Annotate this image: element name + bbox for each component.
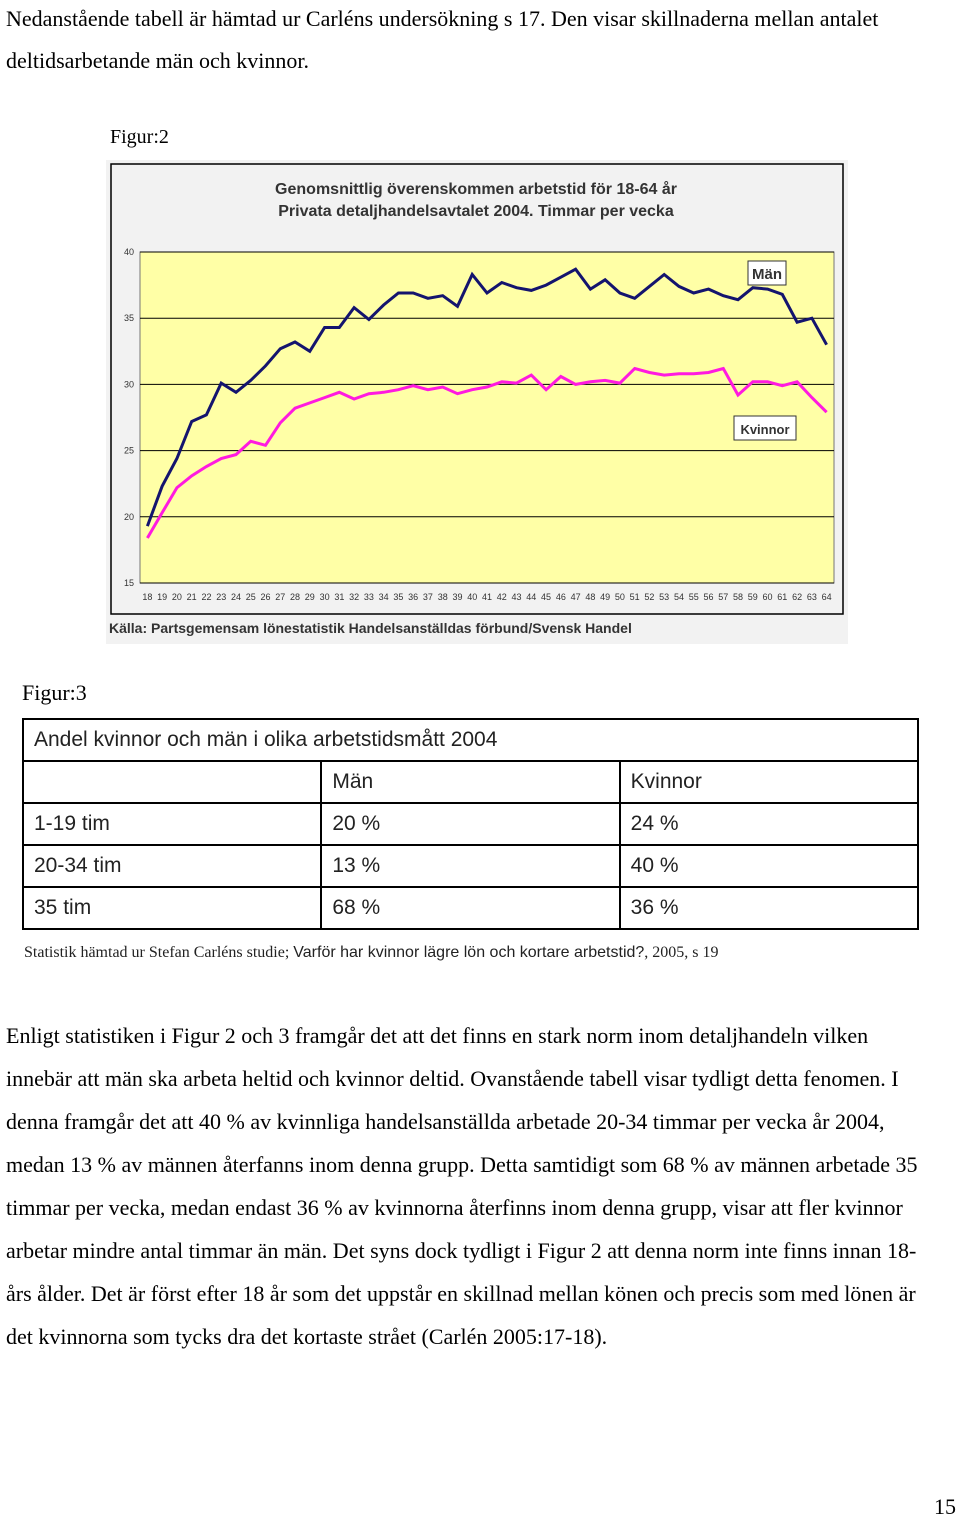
x-tick-label: 34 xyxy=(378,592,389,602)
legend-label-man xyxy=(748,261,786,285)
x-tick-label: 28 xyxy=(290,592,301,602)
table-source-citation xyxy=(24,944,719,962)
x-tick-label: 52 xyxy=(644,592,655,602)
chart-source-note: Källa: Partsgemensam lönestatistik Handelsanställdas förbund/Svensk Handel xyxy=(109,620,632,636)
table-cell-label: 1-19 tim xyxy=(23,803,321,845)
plot-area xyxy=(140,252,834,583)
x-tick-label: 20 xyxy=(171,592,182,602)
y-tick-label: 35 xyxy=(123,313,134,324)
x-tick-label: 64 xyxy=(821,592,832,602)
chart-title: Genomsnittlig överenskommen arbetstid för 18-64 år xyxy=(275,181,677,198)
x-tick-label: 35 xyxy=(393,592,404,602)
figure3-label: Figur:3 xyxy=(22,680,87,705)
x-tick-label: 43 xyxy=(511,592,522,602)
x-tick-label: 38 xyxy=(437,592,448,602)
x-tick-label: 49 xyxy=(600,592,611,602)
table-row xyxy=(23,887,918,929)
x-tick-label: 58 xyxy=(733,592,744,602)
chart-subtitle: Privata detaljhandelsavtalet 2004. Timmar per vecka xyxy=(278,203,674,220)
source-study-title: Varför har kvinnor lägre lön och kortare arbetstid? xyxy=(293,944,645,961)
y-tick-label: 25 xyxy=(123,445,134,456)
table-cell-man: 13 % xyxy=(321,845,619,887)
page-number: 15 xyxy=(934,1494,956,1519)
legend-label-kvinnor-text: Kvinnor xyxy=(740,422,790,437)
table-header-man: Män xyxy=(321,761,619,803)
x-tick-label: 57 xyxy=(718,592,729,602)
source-suffix: , 2005, s 19 xyxy=(644,944,719,961)
table-cell-label: 20-34 tim xyxy=(23,845,321,887)
x-tick-label: 39 xyxy=(452,592,463,602)
y-tick-label: 20 xyxy=(123,511,134,522)
x-tick-label: 29 xyxy=(304,592,315,602)
table-header-row xyxy=(23,761,918,803)
x-tick-label: 36 xyxy=(408,592,419,602)
table-title: Andel kvinnor och män i olika arbetstidsmått 2004 xyxy=(23,719,918,761)
x-tick-label: 42 xyxy=(496,592,507,602)
x-tick-label: 48 xyxy=(585,592,596,602)
source-prefix: Statistik hämtad ur Stefan Carléns studie; xyxy=(24,944,294,961)
x-tick-label: 63 xyxy=(806,592,817,602)
y-tick-label: 15 xyxy=(123,578,134,588)
x-tick-label: 18 xyxy=(142,592,153,602)
x-tick-label: 41 xyxy=(481,592,493,602)
table-cell-man: 68 % xyxy=(321,887,619,929)
x-tick-label: 62 xyxy=(792,592,803,602)
x-tick-label: 30 xyxy=(319,592,330,602)
x-tick-label: 37 xyxy=(422,592,433,602)
y-tick-label: 40 xyxy=(123,247,134,257)
table-row xyxy=(23,845,918,887)
x-tick-label: 54 xyxy=(673,592,684,602)
x-tick-label: 47 xyxy=(570,592,581,602)
x-tick-label: 60 xyxy=(762,592,773,602)
table-row xyxy=(23,803,918,845)
legend-label-man-text: Män xyxy=(752,266,782,283)
legend-label-kvinnor xyxy=(734,416,796,440)
figure2-chart xyxy=(106,160,848,644)
x-tick-label: 24 xyxy=(230,592,241,602)
table-cell-kvinnor: 24 % xyxy=(620,803,918,845)
x-tick-label: 22 xyxy=(201,592,212,602)
table-title-row xyxy=(23,719,918,761)
x-tick-label: 21 xyxy=(186,592,197,602)
x-tick-label: 32 xyxy=(349,592,360,602)
x-tick-label: 31 xyxy=(334,592,345,602)
x-tick-label: 50 xyxy=(614,592,625,602)
x-tick-label: 23 xyxy=(216,592,227,602)
figure3-table xyxy=(22,718,919,930)
x-tick-label: 45 xyxy=(541,592,552,602)
body-paragraph: Enligt statistiken i Figur 2 och 3 framgår det att det finns en stark norm inom detaljhandeln vilken innebär att män ska arbeta heltid och kvinnor deltid. Ovanstående tabell visar tydligt detta fenomen. I denna framgår det att 40 % av kvinnliga handelsanställda arbetade 20-34 timmar per vecka år 2004, medan 13 % av männen återfanns inom denna grupp. Detta samtidigt som 68 % av männen arbetade 35 timmar per vecka, medan endast 36 % av kvinnorna återfinns inom denna grupp, visar att fler kvinnor arbetar mindre antal timmar än män. Det syns dock tydligt i Figur 2 att denna norm inte finns innan 18-års ålder. Det är först efter 18 år som det uppstår en skillnad mellan könen och precis som med lönen är det kvinnorna som tycks dra det kortaste strået (Carlén 2005:17-18). xyxy=(6,1023,918,1349)
figure2-label: Figur:2 xyxy=(110,126,169,148)
table-cell-kvinnor: 36 % xyxy=(620,887,918,929)
table-header-empty xyxy=(23,761,321,803)
x-tick-label: 40 xyxy=(467,592,478,602)
y-tick-label: 30 xyxy=(123,379,134,390)
table-cell-kvinnor: 40 % xyxy=(620,845,918,887)
x-tick-label: 59 xyxy=(747,592,758,602)
x-tick-label: 27 xyxy=(275,592,286,602)
table-header-kvinnor: Kvinnor xyxy=(620,761,918,803)
table-cell-man: 20 % xyxy=(321,803,619,845)
x-tick-label: 55 xyxy=(688,592,699,602)
x-tick-label: 19 xyxy=(157,592,168,602)
table-cell-label: 35 tim xyxy=(23,887,321,929)
intro-paragraph: Nedanstående tabell är hämtad ur Carléns undersökning s 17. Den visar skillnaderna mellan antalet deltidsarbetande män och kvinnor. xyxy=(6,6,879,73)
x-tick-label: 44 xyxy=(526,592,537,602)
x-tick-label: 51 xyxy=(629,592,640,602)
x-tick-label: 25 xyxy=(245,592,256,602)
x-tick-label: 61 xyxy=(777,592,788,602)
x-tick-label: 56 xyxy=(703,592,714,602)
x-tick-label: 46 xyxy=(555,592,566,602)
x-tick-label: 26 xyxy=(260,592,271,602)
x-tick-label: 33 xyxy=(363,592,374,602)
x-tick-labels xyxy=(142,592,831,602)
x-tick-label: 53 xyxy=(659,592,670,602)
